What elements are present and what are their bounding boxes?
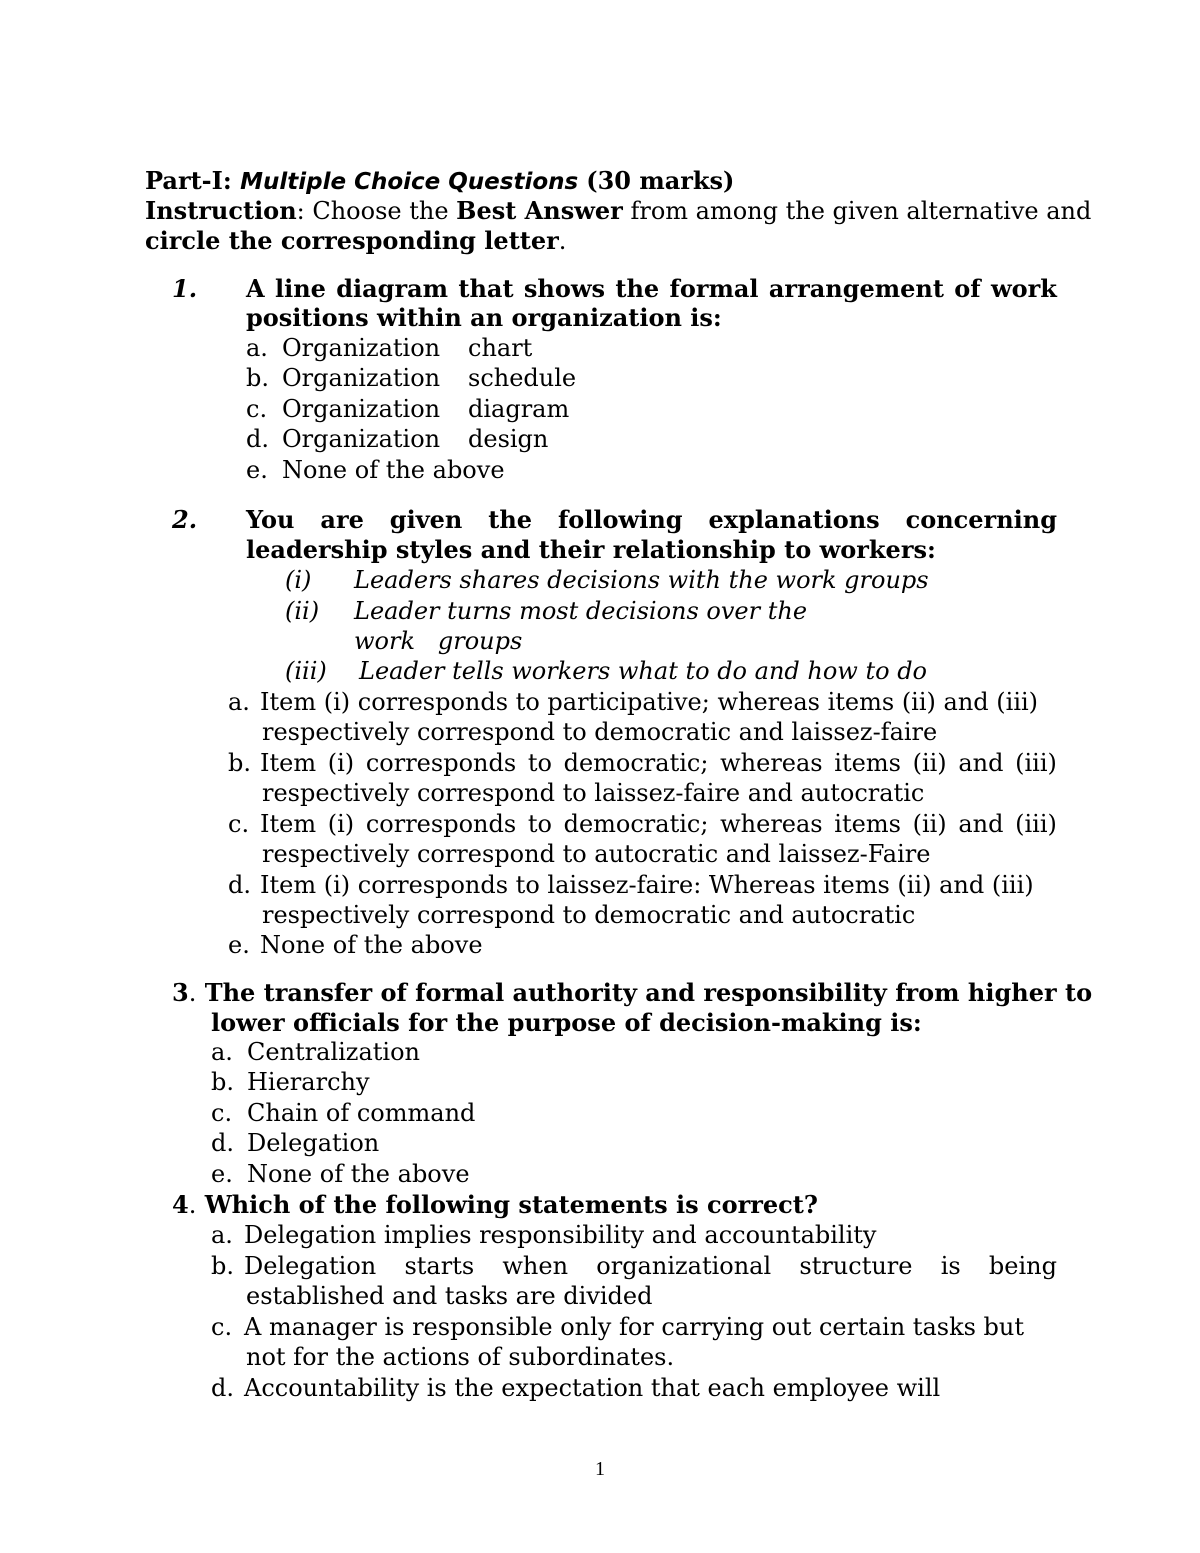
q1-line1-word: the (615, 274, 660, 303)
q1-option-text: Organization (282, 395, 441, 423)
q2-line1-word: following (557, 505, 683, 534)
q2-option-b-word: (ii) (912, 749, 947, 777)
q2-option-b-line-2: respectively correspond to laissez-faire and autocratic (262, 779, 925, 807)
q2-option-b-word: (i) (327, 749, 355, 777)
question-4-text: 4. Which of the following statements is correct? (172, 1190, 818, 1219)
q1-option-text: None of the above (282, 456, 505, 484)
question-1-text-line-2: positions within an organization is: (246, 303, 722, 332)
part-title: Multiple Choice Questions (240, 169, 587, 195)
q1-option-text: Organization (282, 334, 441, 362)
q1-line1-word: of (954, 274, 981, 303)
q3-option-letter: c. (211, 1099, 233, 1127)
q2-option-b-word: items (834, 749, 901, 777)
q1-option-letter: b. (246, 364, 269, 392)
question-1-number: 1. (172, 274, 198, 303)
q4-option-b-letter: b. (211, 1252, 234, 1280)
q4-option-b-word: is (940, 1252, 961, 1280)
question-3-text-line-1: 3. The transfer of formal authority and responsibility from higher to (172, 978, 1093, 1007)
item-iii-text: Leader tells workers what to do and how to do (359, 657, 928, 685)
q2-option-b-letter: b. (228, 749, 251, 777)
q2-option-c-word: (i) (327, 810, 355, 838)
q1-option-suffix: chart (468, 334, 533, 362)
instruction-label: Instruction (145, 196, 297, 225)
q1-line1-word: formal (669, 274, 759, 303)
q3-option-text: None of the above (247, 1160, 470, 1188)
item-ii-text-cont: work groups (354, 627, 523, 655)
q1-line1-word: line (274, 274, 326, 303)
q1-option-letter: e. (246, 456, 268, 484)
q1-option-text: Organization (282, 364, 441, 392)
q2-option-e-letter: e. (228, 931, 250, 959)
question-2-text-line-1 (246, 505, 1057, 535)
q3-option-letter: d. (211, 1129, 234, 1157)
question-4-number: 4 (172, 1190, 189, 1219)
item-i-text: Leaders shares decisions with the work groups (354, 566, 929, 594)
q2-option-d-line-2: respectively correspond to democratic and autocratic (262, 901, 916, 929)
q2-option-b-word: to (527, 749, 552, 777)
q4-option-c-line-1: A manager is responsible only for carrying out certain tasks but (244, 1313, 1025, 1341)
q1-option-suffix: diagram (468, 395, 570, 423)
q2-option-c-word: and (958, 810, 1004, 838)
question-1-text-line-1 (246, 274, 1057, 304)
item-ii-label: (ii) (285, 597, 320, 625)
q2-option-b-word: Item (260, 749, 317, 777)
q4-option-c-line-2: not for the actions of subordinates. (246, 1343, 675, 1371)
q4-option-c-letter: c. (211, 1313, 233, 1341)
q2-line1-word: You (246, 505, 295, 534)
instruction-line-1: Instruction: Choose the Best Answer from among the given alternative and (145, 196, 1092, 225)
q3-option-letter: a. (211, 1038, 233, 1066)
q1-option-letter: a. (246, 334, 268, 362)
question-2-number: 2. (172, 505, 198, 534)
q2-option-c-word: (ii) (912, 810, 947, 838)
q4-option-b-word: Delegation (244, 1252, 377, 1280)
q2-line1-word: explanations (708, 505, 880, 534)
instruction-emphasis-2: circle the corresponding letter (145, 226, 559, 255)
q4-option-d-letter: d. (211, 1374, 234, 1402)
q2-option-d-letter: d. (228, 871, 251, 899)
q3-option-text: Delegation (247, 1129, 380, 1157)
q2-option-b-line-1 (260, 748, 1057, 778)
q1-line1-word: arrangement (768, 274, 944, 303)
question-3-number: 3 (172, 978, 189, 1007)
q2-option-c-word: democratic; (563, 810, 709, 838)
q4-option-b-word: structure (799, 1252, 913, 1280)
q2-option-c-word: Item (260, 810, 317, 838)
q2-option-b-word: corresponds (365, 749, 517, 777)
q2-option-c-word: to (527, 810, 552, 838)
q1-option-suffix: schedule (468, 364, 577, 392)
q2-option-c-word: corresponds (365, 810, 517, 838)
q3-option-letter: e. (211, 1160, 233, 1188)
instruction-emphasis: Best Answer (456, 196, 623, 225)
q2-option-b-word: whereas (720, 749, 823, 777)
q2-line1-word: the (488, 505, 533, 534)
item-i-label: (i) (285, 566, 312, 594)
q2-option-c-word: items (834, 810, 901, 838)
instruction-line-2: circle the corresponding letter. (145, 226, 567, 255)
part-label: Part-I: (145, 166, 241, 195)
item-ii-text: Leader turns most decisions over the (354, 597, 808, 625)
q2-line1-word: given (389, 505, 463, 534)
q2-option-b-word: (iii) (1015, 749, 1057, 777)
q3-option-letter: b. (211, 1068, 234, 1096)
section-header (145, 166, 734, 197)
marks: (30 marks) (586, 166, 735, 195)
q4-option-a-letter: a. (211, 1221, 233, 1249)
q4-option-a-text: Delegation implies responsibility and accountability (244, 1221, 877, 1249)
q2-line1-word: concerning (905, 505, 1057, 534)
q1-line1-word: shows (523, 274, 606, 303)
q2-line1-word: are (320, 505, 364, 534)
q1-line1-word: work (990, 274, 1057, 303)
q3-option-text: Centralization (247, 1038, 420, 1066)
q4-option-b-word: organizational (596, 1252, 772, 1280)
q4-option-b-word: starts (404, 1252, 475, 1280)
q2-option-c-letter: c. (228, 810, 250, 838)
q3-option-text: Hierarchy (247, 1068, 370, 1096)
q2-option-c-line-1 (260, 809, 1057, 839)
question-3-text-line-2: lower officials for the purpose of decision-making is: (211, 1008, 922, 1037)
q4-option-b-word: being (988, 1252, 1057, 1280)
q3-option-text: Chain of command (247, 1099, 476, 1127)
q2-option-c-line-2: respectively correspond to autocratic and laissez-Faire (262, 840, 931, 868)
q2-option-a-line-2: respectively correspond to democratic and laissez-faire (262, 718, 938, 746)
page-number: 1 (595, 1458, 605, 1480)
q2-option-d-line-1: Item (i) corresponds to laissez-faire: Whereas items (ii) and (iii) (260, 871, 1034, 899)
q2-option-c-word: (iii) (1015, 810, 1057, 838)
q2-option-a-letter: a. (228, 688, 250, 716)
q2-option-b-word: democratic; (563, 749, 709, 777)
item-iii-label: (iii) (285, 657, 327, 685)
q4-option-b-line-2: established and tasks are divided (246, 1282, 653, 1310)
q2-option-b-word: and (958, 749, 1004, 777)
q1-line1-word: that (458, 274, 514, 303)
q4-option-b-word: when (502, 1252, 569, 1280)
q1-line1-word: A (246, 274, 265, 303)
q4-option-b-line-1 (244, 1251, 1057, 1281)
q4-option-d-text: Accountability is the expectation that each employee will (244, 1374, 941, 1402)
q1-line1-word: diagram (336, 274, 449, 303)
q1-option-suffix: design (468, 425, 549, 453)
q2-option-c-word: whereas (720, 810, 823, 838)
q1-option-letter: c. (246, 395, 268, 423)
question-2-text-line-2: leadership styles and their relationship to workers: (246, 535, 936, 564)
q1-option-text: Organization (282, 425, 441, 453)
q2-option-e-text: None of the above (260, 931, 483, 959)
q2-option-a-line-1: Item (i) corresponds to participative; whereas items (ii) and (iii) (260, 688, 1039, 716)
q1-option-letter: d. (246, 425, 269, 453)
